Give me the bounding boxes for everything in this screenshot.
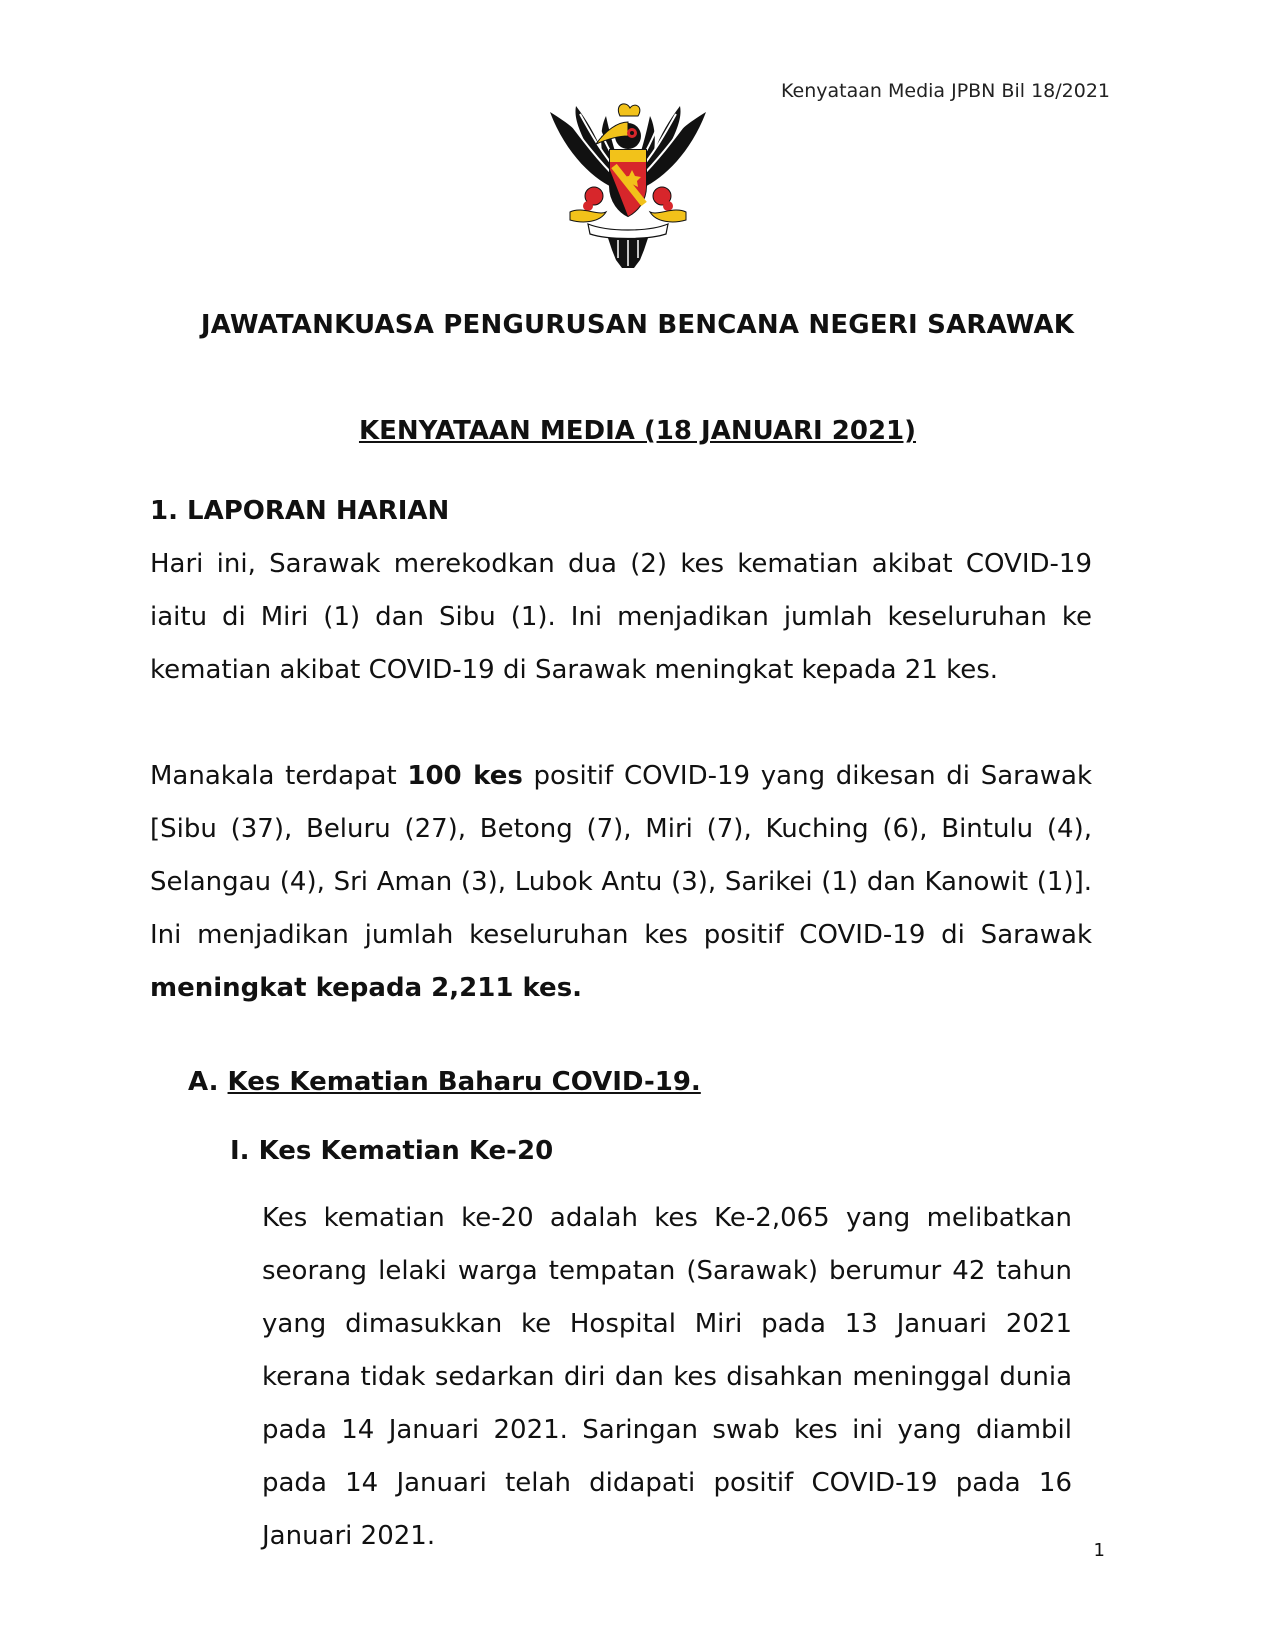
section-heading-laporan-harian: 1. LAPORAN HARIAN: [150, 496, 450, 526]
subsection-heading-i: I. Kes Kematian Ke-20: [230, 1136, 554, 1166]
tail-feathers: [608, 238, 648, 268]
subsection-a-title: Kes Kematian Baharu COVID-19.: [227, 1067, 701, 1097]
paragraph-positive-cases: [150, 750, 1092, 1015]
organization-title: JAWATANKUASA PENGURUSAN BENCANA NEGERI SARAWAK: [200, 310, 1075, 340]
paragraph-death-case-20: Kes kematian ke-20 adalah kes Ke-2,065 yang melibatkan seorang lelaki warga tempatan (Sarawak) berumur 42 tahun yang dimasukkan ke Hospital Miri pada 13 Januari 2021 kerana tidak sedarkan diri dan kes disahkan meninggal dunia pada 14 Januari 2021. Saringan swab kes ini yang diambil pada 14 Januari telah didapati positif COVID-19 pada 16 Januari 2021.: [262, 1203, 1072, 1551]
sarawak-coat-of-arms-emblem: [548, 100, 708, 270]
total-cases-statement: meningkat kepada 2,211 kes.: [150, 973, 583, 1003]
new-cases-count: 100 kes: [407, 761, 523, 791]
paragraph-death-cases: Hari ini, Sarawak merekodkan dua (2) kes kematian akibat COVID-19 iaitu di Miri (1) dan Sibu (1). Ini menjadikan jumlah keseluruhan ke kematian akibat COVID-19 di Sarawak meningkat kepada 21 kes.: [150, 549, 1092, 685]
shield: [610, 150, 646, 216]
paragraph-positive-cases-prefix: Manakala terdapat: [150, 761, 408, 791]
page-number: 1: [1093, 1540, 1105, 1561]
statement-title: KENYATAAN MEDIA (18 JANUARI 2021): [358, 416, 917, 446]
subsection-a-marker: A.: [188, 1067, 228, 1097]
subsection-heading-a: [188, 1067, 701, 1097]
document-reference: Kenyataan Media JPBN Bil 18/2021: [781, 80, 1110, 102]
paragraph-positive-cases-middle: positif COVID-19 yang dikesan di Sarawak [Sibu (37), Beluru (27), Betong (7), Miri (7), Kuching (6), Bintulu (4), Selangau (4), Sri Aman (3), Lubok Antu (3), Sarikei (1) dan Kanowit (1)]. Ini menjadikan jumlah keseluruhan kes positif COVID-19 di Sarawak: [150, 761, 1093, 950]
